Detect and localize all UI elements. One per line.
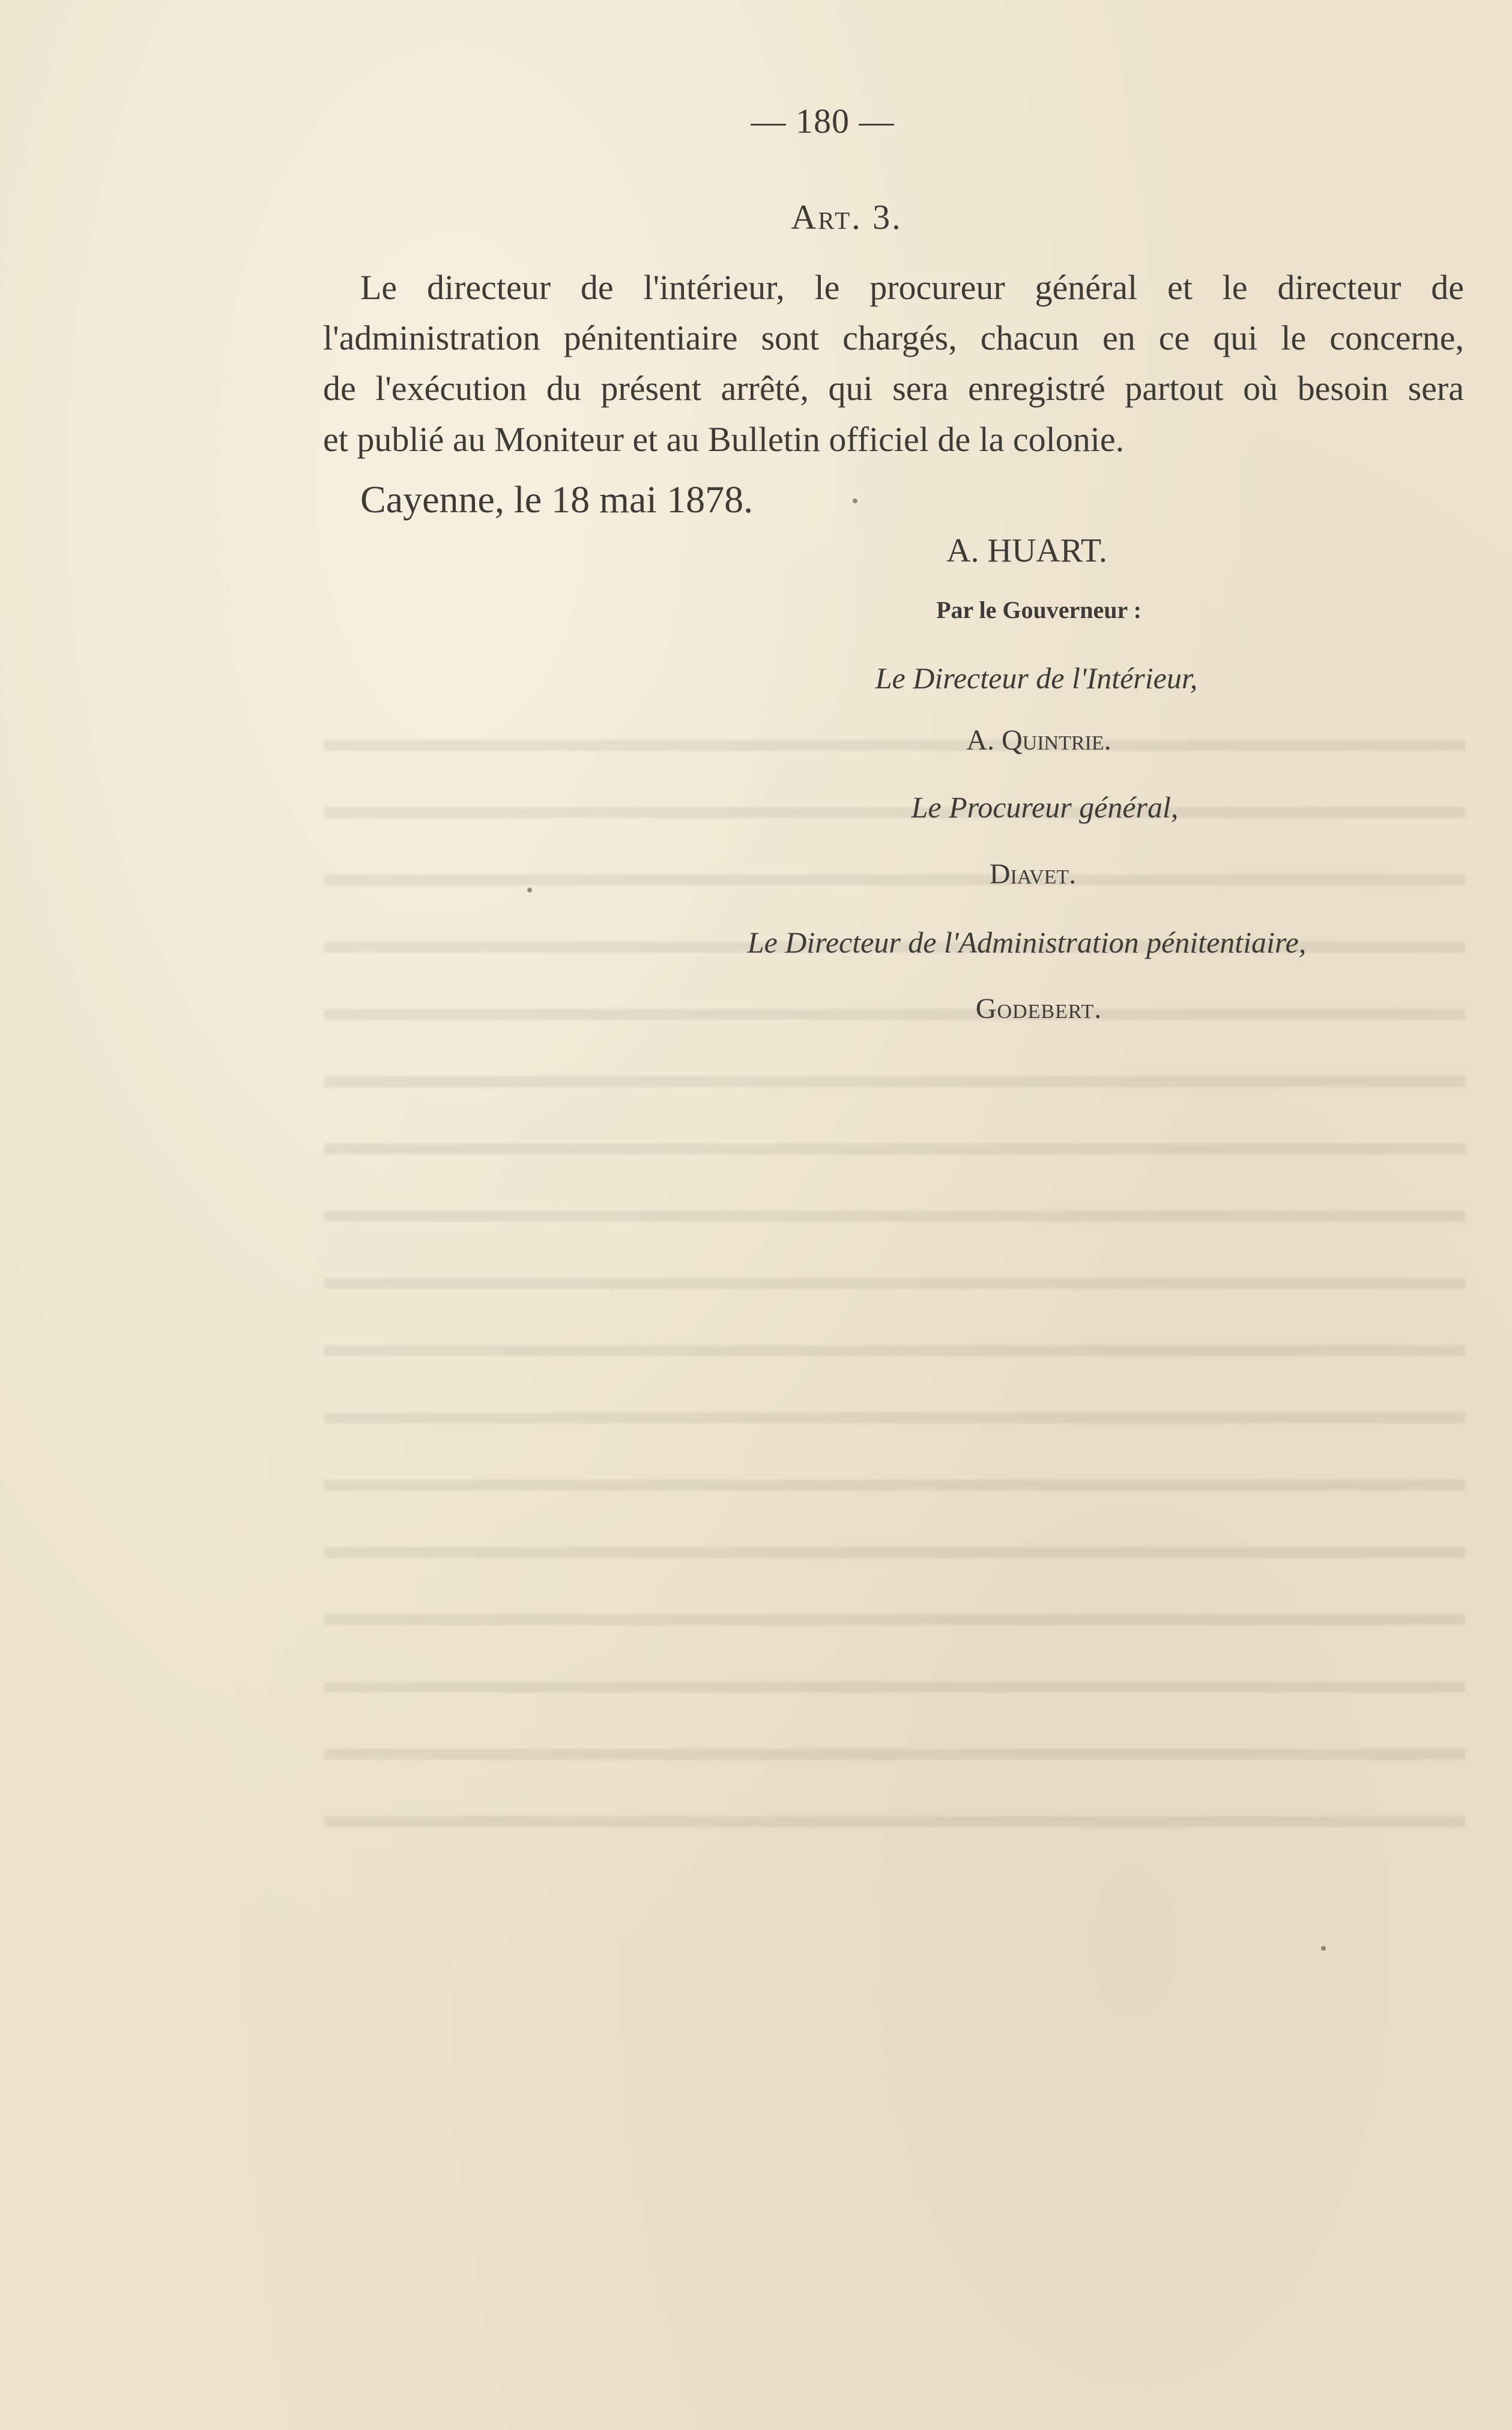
- paragraph-line-4: et publié au Moniteur et au Bulletin officiel de la colonie.: [323, 420, 1125, 459]
- paragraph-line-2: l'administration pénitentiaire sont chargés, chacun en ce qui le concerne,: [323, 318, 1464, 357]
- paper-speck: [1321, 1946, 1326, 1951]
- administration-title: Le Directeur de l'Administration pénitentiaire,: [747, 926, 1307, 959]
- date-line: Cayenne, le 18 mai 1878.: [360, 478, 754, 521]
- procureur-name: Diavet.: [989, 858, 1077, 890]
- paragraph-line-3: de l'exécution du présent arrêté, qui sera enregistré partout où besoin sera: [323, 369, 1464, 408]
- par-le-gouverneur: Par le Gouverneur :: [936, 596, 1142, 623]
- administration-name: Godebert.: [975, 993, 1102, 1025]
- procureur-title: Le Procureur général,: [911, 790, 1179, 824]
- article-heading: Art. 3.: [791, 198, 903, 237]
- paragraph-line-1: Le directeur de l'intérieur, le procureur général et le directeur de: [360, 268, 1464, 307]
- interieur-name: A. Quintrie.: [966, 724, 1111, 756]
- bleed-through-texture: [324, 709, 1465, 1850]
- paper-speck: [853, 498, 857, 503]
- interieur-title: Le Directeur de l'Intérieur,: [875, 661, 1198, 695]
- paper-speck: [527, 888, 532, 892]
- page-number: — 180 —: [751, 102, 895, 141]
- signature-governor: A. HUART.: [946, 532, 1107, 569]
